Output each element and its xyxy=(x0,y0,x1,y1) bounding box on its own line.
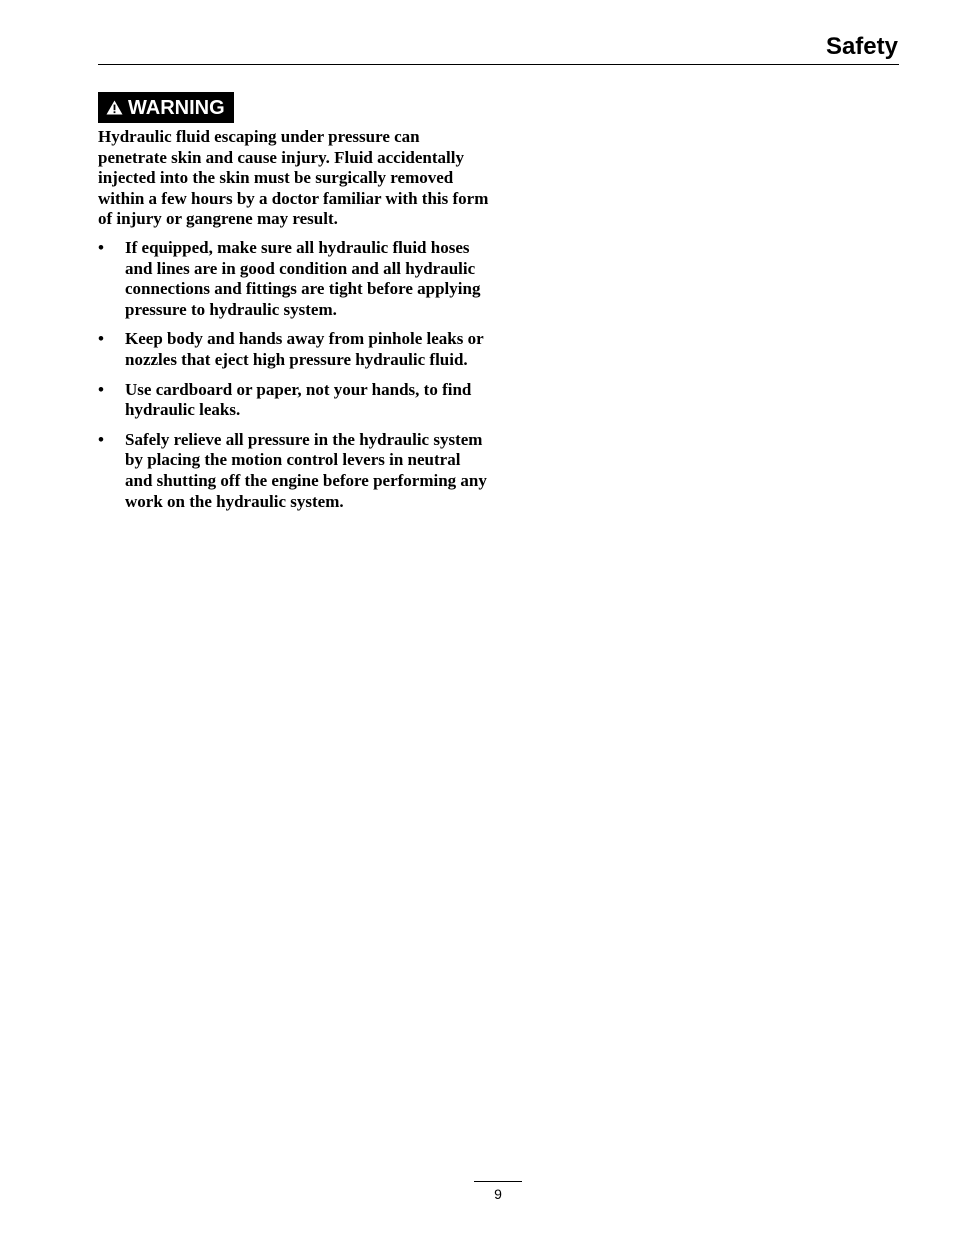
hydraulic-warning xyxy=(98,92,490,521)
bullet-icon: • xyxy=(98,429,104,449)
section-title: Safety xyxy=(825,33,898,60)
bullet-icon: • xyxy=(98,237,104,257)
list-item xyxy=(98,238,490,320)
warning-bullet-list xyxy=(98,238,490,512)
list-item xyxy=(98,329,490,370)
bullet-icon: • xyxy=(98,329,104,349)
list-item-text: Safely relieve all pressure in the hydraulic system by placing the motion control levers in neutral and shutting off the engine before performing any work on the hydraulic system. xyxy=(125,429,487,511)
warning-triangle-icon xyxy=(106,100,123,115)
warning-intro-text: Hydraulic fluid escaping under pressure can penetrate skin and cause injury. Fluid accidentally injected into the skin must be surgically removed within a few hours by a doctor familiar with this form of injury or gangrene may result. xyxy=(98,127,489,229)
list-item xyxy=(98,380,490,421)
list-item-text: Keep body and hands away from pinhole leaks or nozzles that eject high pressure hydraulic fluid. xyxy=(125,329,484,369)
warning-label: WARNING xyxy=(128,96,225,119)
list-item xyxy=(98,430,490,512)
page-number: 9 xyxy=(494,1186,502,1202)
list-item-text: If equipped, make sure all hydraulic fluid hoses and lines are in good condition and all hydraulic connections and fittings are tight before applying pressure to hydraulic system. xyxy=(125,237,481,319)
bullet-icon: • xyxy=(98,379,104,399)
header-divider xyxy=(98,64,899,65)
list-item-text: Use cardboard or paper, not your hands, to find hydraulic leaks. xyxy=(125,379,472,420)
warning-badge xyxy=(98,92,234,123)
footer-divider xyxy=(474,1181,522,1182)
